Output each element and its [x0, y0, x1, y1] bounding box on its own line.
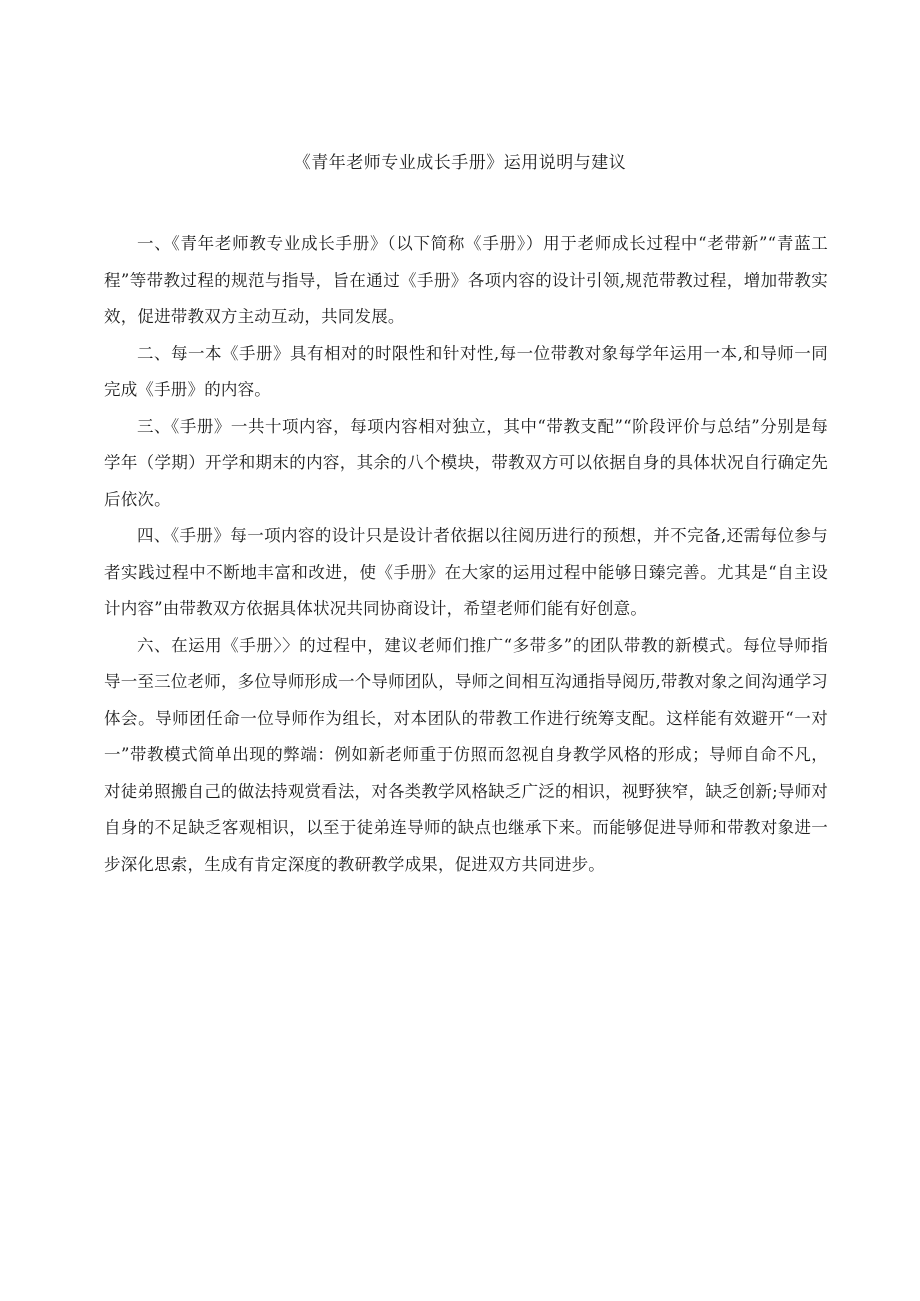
document-title: 《青年老师专业成长手册》运用说明与建议 — [293, 153, 627, 173]
paragraph-2: 二、每一本《手册》具有相对的时限性和针对性,每一位带教对象每学年运用一本,和导师一同完成《手册》的内容。 — [104, 343, 828, 399]
paragraph-1: 一、《青年老师教专业成长手册》（以下简称《手册》）用于老师成长过程中“老带新”“青蓝工程”等带教过程的规范与指导，旨在通过《手册》各项内容的设计引领,规范带教过程，增加带教实效，促进带教双方主动互动，共同发展。 — [104, 234, 828, 326]
paragraph-3: 三、《手册》一共十项内容，每项内容相对独立，其中“带教支配”“阶段评价与总结”分别是每学年（学期）开学和期末的内容，其余的八个模块，带教双方可以依据自身的具体状况自行确定先后依次。 — [104, 416, 828, 509]
paragraph-4: 四、《手册》每一项内容的设计只是设计者依据以往阅历进行的预想，并不完备,还需每位参与者实践过程中不断地丰富和改进，使《手册》在大家的运用过程中能够日臻完善。尤其是“自主设计内容”由带教双方依据具体状况共同协商设计，希望老师们能有好创意。 — [104, 526, 828, 618]
paragraph-6: 六、在运用《手册〉〉的过程中，建议老师们推广“多带多”的团队带教的新模式。每位导师指导一至三位老师，多位导师形成一个导师团队，导师之间相互沟通指导阅历,带教对象之间沟通学习体会。导师团任命一位导师作为组长，对本团队的带教工作进行统筹支配。这样能有效避开“一对一”带教模式简单出现的弊端：例如新老师重于仿照而忽视自身教学风格的形成；导师自命不凡，对徒弟照搬自己的做法持观赏看法，对各类教学风格缺乏广泛的相识，视野狭窄，缺乏创新;导师对自身的不足缺乏客观相识，以至于徒弟连导师的缺点也继承下来。而能够促进导师和带教对象进一步深化思索，生成有肯定深度的教研教学成果，促进双方共同进步。 — [104, 635, 828, 874]
document-body — [104, 226, 828, 883]
